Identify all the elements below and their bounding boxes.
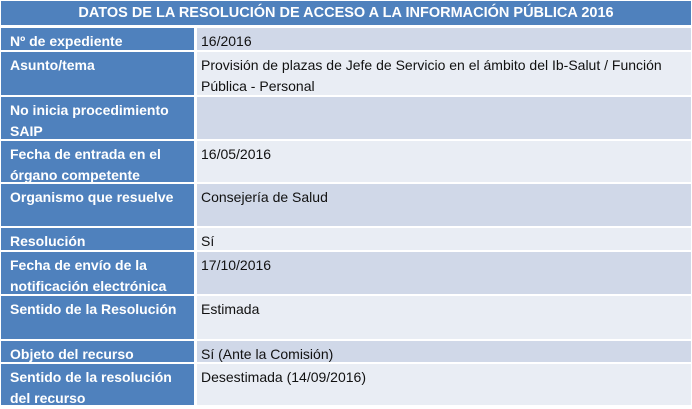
table-row bbox=[1, 341, 691, 362]
row-value: Estimada bbox=[197, 296, 691, 339]
row-label: Asunto/tema bbox=[1, 52, 194, 95]
table-row bbox=[1, 52, 691, 95]
row-label: Fecha de envío de la notificación electrónica bbox=[1, 252, 194, 294]
row-value: Consejería de Salud bbox=[197, 184, 691, 226]
row-label: Objeto del recurso bbox=[1, 341, 194, 362]
row-value: 16/2016 bbox=[197, 28, 691, 50]
row-value bbox=[197, 97, 691, 139]
table-row bbox=[1, 28, 691, 50]
row-label: Sentido de la Resolución bbox=[1, 296, 194, 339]
row-label: Organismo que resuelve bbox=[1, 184, 194, 226]
row-label: No inicia procedimiento SAIP bbox=[1, 97, 194, 139]
row-label: Fecha de entrada en el órgano competente bbox=[1, 141, 194, 182]
row-value: 16/05/2016 bbox=[197, 141, 691, 182]
table-row bbox=[1, 364, 691, 405]
table-row bbox=[1, 296, 691, 339]
row-value: Provisión de plazas de Jefe de Servicio en el ámbito del Ib-Salut / Función Pública - Personal bbox=[197, 52, 691, 95]
table-row bbox=[1, 97, 691, 139]
row-value: 17/10/2016 bbox=[197, 252, 691, 294]
table-row bbox=[1, 184, 691, 226]
table-row bbox=[1, 141, 691, 182]
row-value: Sí (Ante la Comisión) bbox=[197, 341, 691, 362]
row-label: Sentido de la resolución del recurso bbox=[1, 364, 194, 405]
row-label: Resolución bbox=[1, 228, 194, 250]
row-value: Desestimada (14/09/2016) bbox=[197, 364, 691, 405]
table-title: DATOS DE LA RESOLUCIÓN DE ACCESO A LA INFORMACIÓN PÚBLICA 2016 bbox=[1, 1, 691, 25]
table-row bbox=[1, 228, 691, 250]
row-value: Sí bbox=[197, 228, 691, 250]
table-row bbox=[1, 252, 691, 294]
row-label: Nº de expediente bbox=[1, 28, 194, 50]
